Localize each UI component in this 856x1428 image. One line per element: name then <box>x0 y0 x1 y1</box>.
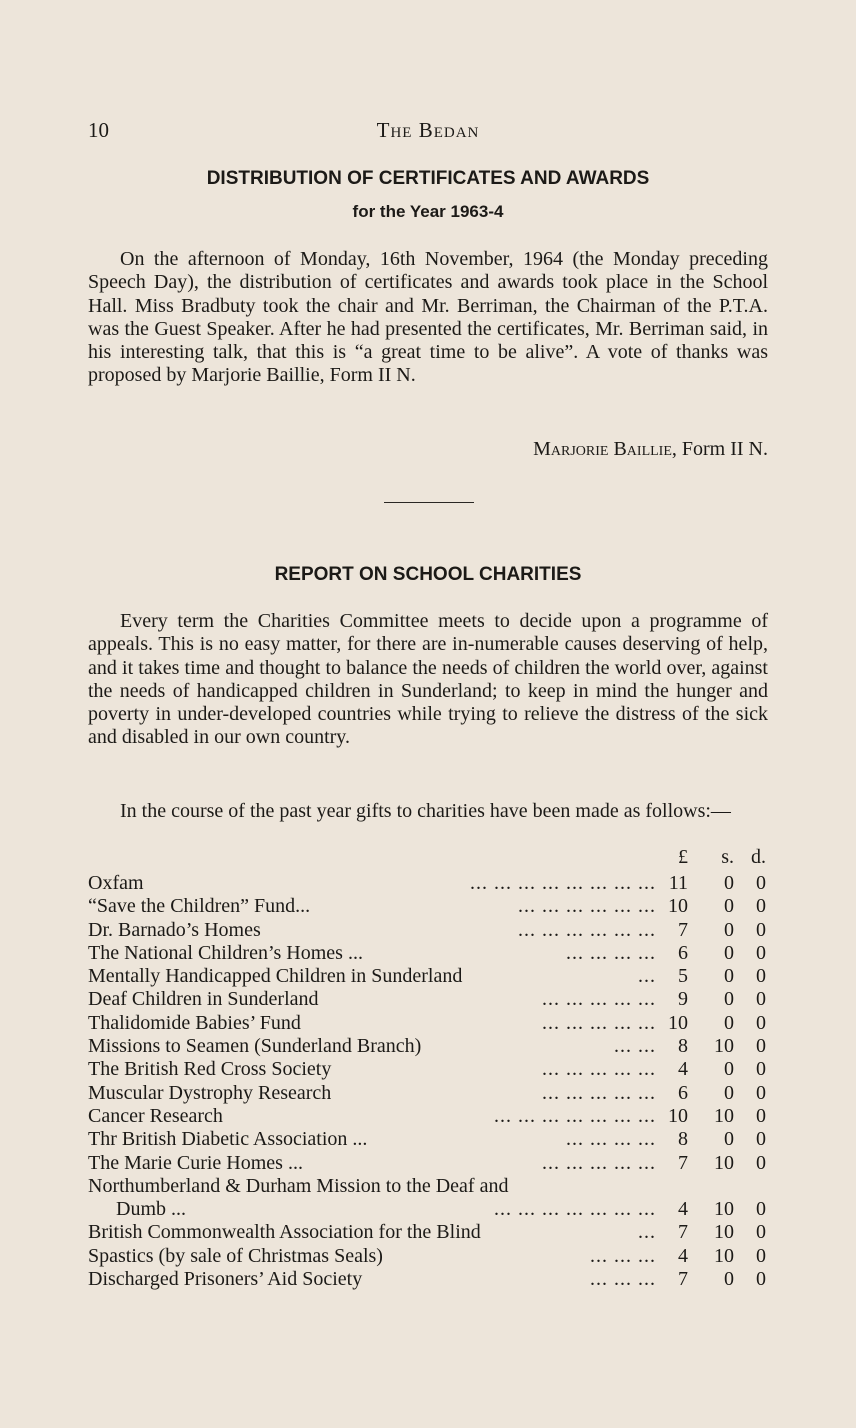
page-number: 10 <box>88 118 109 142</box>
table-row <box>88 1152 768 1175</box>
signature-form: Form II N. <box>681 438 768 460</box>
charities-paragraph: Every term the Charities Committee meets to decide upon a programme of appeals. This is no easy matter, for there are in-numerable causes deserving of help, and it takes time and thought to balance the needs of children the world over, against the needs of handicapped children in Sunderland; to keep in mind the hunger and poverty in under-developed countries while trying to relieve the distress of the sick and disabled in our own country. <box>88 610 768 749</box>
table-header <box>88 846 768 872</box>
dot-leaders: ... ... ... ... ... ... <box>518 895 656 918</box>
dot-leaders: ... <box>638 1221 656 1244</box>
amount-shillings: 10 <box>714 1198 734 1221</box>
dot-leaders: ... <box>638 965 656 988</box>
dot-leaders: ... ... ... ... ... ... ... ... <box>470 872 656 894</box>
charity-name: Muscular Dystrophy Research <box>88 1081 332 1104</box>
amount-pence: 0 <box>756 988 766 1011</box>
dot-leaders: ... ... ... ... ... <box>542 1081 656 1104</box>
amount-pounds: 6 <box>678 1081 688 1104</box>
charity-name: Spastics (by sale of Christmas Seals) <box>88 1244 383 1267</box>
charity-name: Oxfam <box>88 872 144 894</box>
charity-name: Discharged Prisoners’ Aid Society <box>88 1268 363 1291</box>
amount-shillings: 0 <box>724 965 734 988</box>
table-row <box>88 988 768 1011</box>
table-row <box>88 1245 768 1268</box>
charity-name: Dr. Barnado’s Homes <box>88 918 261 941</box>
table-body <box>88 872 768 1291</box>
charity-name: Missions to Seamen (Sunderland Branch) <box>88 1035 422 1058</box>
amount-pence: 0 <box>756 965 766 988</box>
column-shillings: s. <box>721 846 734 868</box>
amount-shillings: 0 <box>724 872 734 894</box>
dot-leaders: ... ... ... ... ... ... ... <box>494 1104 656 1127</box>
amount-pence: 0 <box>756 918 766 941</box>
dot-leaders: ... ... ... ... ... <box>542 1151 656 1174</box>
section-divider <box>384 502 474 503</box>
charity-name: The Marie Curie Homes ... <box>88 1151 303 1174</box>
amount-shillings: 10 <box>714 1221 734 1244</box>
amount-shillings: 0 <box>724 1128 734 1151</box>
amount-pence: 0 <box>756 1128 766 1151</box>
amount-pence: 0 <box>756 1151 766 1174</box>
charity-name: British Commonwealth Association for the Blind <box>88 1221 481 1244</box>
table-row <box>88 942 768 965</box>
amount-pence: 0 <box>756 1081 766 1104</box>
table-row <box>88 965 768 988</box>
amount-pounds: 7 <box>678 1221 688 1244</box>
amount-pounds: 7 <box>678 1151 688 1174</box>
amount-pence: 0 <box>756 1011 766 1034</box>
charities-table <box>88 846 768 1291</box>
charity-name: Thalidomide Babies’ Fund <box>88 1011 301 1034</box>
charity-name: Northumberland & Durham Mission to the Deaf and <box>88 1174 509 1197</box>
dot-leaders: ... ... ... <box>590 1244 656 1267</box>
amount-pounds: 10 <box>668 895 688 918</box>
dot-leaders: ... ... ... ... ... <box>542 1011 656 1034</box>
amount-shillings: 10 <box>714 1104 734 1127</box>
amount-pounds: 8 <box>678 1035 688 1058</box>
section-title-awards: DISTRIBUTION OF CERTIFICATES AND AWARDS <box>206 168 650 189</box>
charity-name: Cancer Research <box>88 1104 223 1127</box>
amount-pounds: 7 <box>678 1268 688 1291</box>
charity-name: Deaf Children in Sunderland <box>88 988 319 1011</box>
section-title-charities: REPORT ON SCHOOL CHARITIES <box>274 564 582 585</box>
amount-pence: 0 <box>756 1058 766 1081</box>
amount-pounds: 11 <box>668 872 688 894</box>
table-row <box>88 1128 768 1151</box>
amount-shillings: 0 <box>724 895 734 918</box>
column-pounds: £ <box>678 846 688 868</box>
amount-pounds: 4 <box>678 1244 688 1267</box>
amount-pence: 0 <box>756 1221 766 1244</box>
dot-leaders: ... ... ... ... ... ... <box>518 918 656 941</box>
amount-pounds: 6 <box>678 941 688 964</box>
table-row <box>88 1268 768 1291</box>
table-row <box>88 1082 768 1105</box>
amount-pence: 0 <box>756 1244 766 1267</box>
amount-shillings: 0 <box>724 918 734 941</box>
amount-pence: 0 <box>756 941 766 964</box>
amount-pounds: 9 <box>678 988 688 1011</box>
amount-shillings: 10 <box>714 1151 734 1174</box>
amount-shillings: 0 <box>724 941 734 964</box>
column-pence: d. <box>751 846 766 868</box>
dot-leaders: ... ... ... ... <box>566 1128 656 1151</box>
amount-pence: 0 <box>756 1035 766 1058</box>
dot-leaders: ... ... ... ... ... ... ... <box>494 1198 656 1221</box>
amount-shillings: 0 <box>724 1081 734 1104</box>
amount-pence: 0 <box>756 1198 766 1221</box>
table-row <box>88 1058 768 1081</box>
dot-leaders: ... ... ... ... ... <box>542 988 656 1011</box>
amount-pence: 0 <box>756 872 766 894</box>
table-row <box>88 1105 768 1128</box>
table-row <box>88 1221 768 1244</box>
amount-shillings: 0 <box>724 1011 734 1034</box>
charity-name: “Save the Children” Fund... <box>88 895 311 918</box>
page-header <box>88 118 768 148</box>
amount-pounds: 4 <box>678 1058 688 1081</box>
amount-pounds: 10 <box>668 1011 688 1034</box>
charity-name: The British Red Cross Society <box>88 1058 332 1081</box>
amount-shillings: 0 <box>724 988 734 1011</box>
gifts-intro-paragraph: In the course of the past year gifts to charities have been made as follows:— <box>120 800 731 822</box>
running-title: The Bedan <box>376 118 480 142</box>
amount-pounds: 4 <box>678 1198 688 1221</box>
dot-leaders: ... ... ... ... <box>566 941 656 964</box>
table-row <box>88 872 768 895</box>
amount-pence: 0 <box>756 895 766 918</box>
charity-name: The National Children’s Homes ... <box>88 941 363 964</box>
charity-name: Mentally Handicapped Children in Sunderland <box>88 965 463 988</box>
amount-shillings: 0 <box>724 1058 734 1081</box>
dot-leaders: ... ... ... <box>590 1268 656 1291</box>
amount-pence: 0 <box>756 1268 766 1291</box>
charity-name: Thr British Diabetic Association ... <box>88 1128 368 1151</box>
table-row <box>88 1012 768 1035</box>
table-row <box>88 919 768 942</box>
amount-pounds: 10 <box>668 1104 688 1127</box>
amount-pounds: 7 <box>678 918 688 941</box>
signature <box>533 438 768 461</box>
amount-pounds: 5 <box>678 965 688 988</box>
awards-paragraph: On the afternoon of Monday, 16th November, 1964 (the Monday preceding Speech Day), the distribution of certificates and awards took place in the School Hall. Miss Bradbuty took the chair and Mr. Berriman, the Chairman of the P.T.A. was the Guest Speaker. After he had presented the certificates, Mr. Berriman said, in his interesting talk, that this is “a great time to be alive”. A vote of thanks was proposed by Marjorie Baillie, Form II N. <box>88 248 768 387</box>
table-row <box>88 1035 768 1058</box>
dot-leaders: ... ... ... ... ... <box>542 1058 656 1081</box>
amount-pence: 0 <box>756 1104 766 1127</box>
dot-leaders: ... ... <box>614 1035 656 1058</box>
table-row <box>88 895 768 918</box>
section-subtitle-year: for the Year 1963-4 <box>352 202 504 221</box>
table-row <box>88 1175 768 1222</box>
amount-shillings: 10 <box>714 1244 734 1267</box>
amount-shillings: 0 <box>724 1268 734 1291</box>
charity-name-continued: Dumb ... <box>116 1198 186 1221</box>
signature-name: Marjorie Baillie, <box>533 438 677 460</box>
amount-pounds: 8 <box>678 1128 688 1151</box>
amount-shillings: 10 <box>714 1035 734 1058</box>
